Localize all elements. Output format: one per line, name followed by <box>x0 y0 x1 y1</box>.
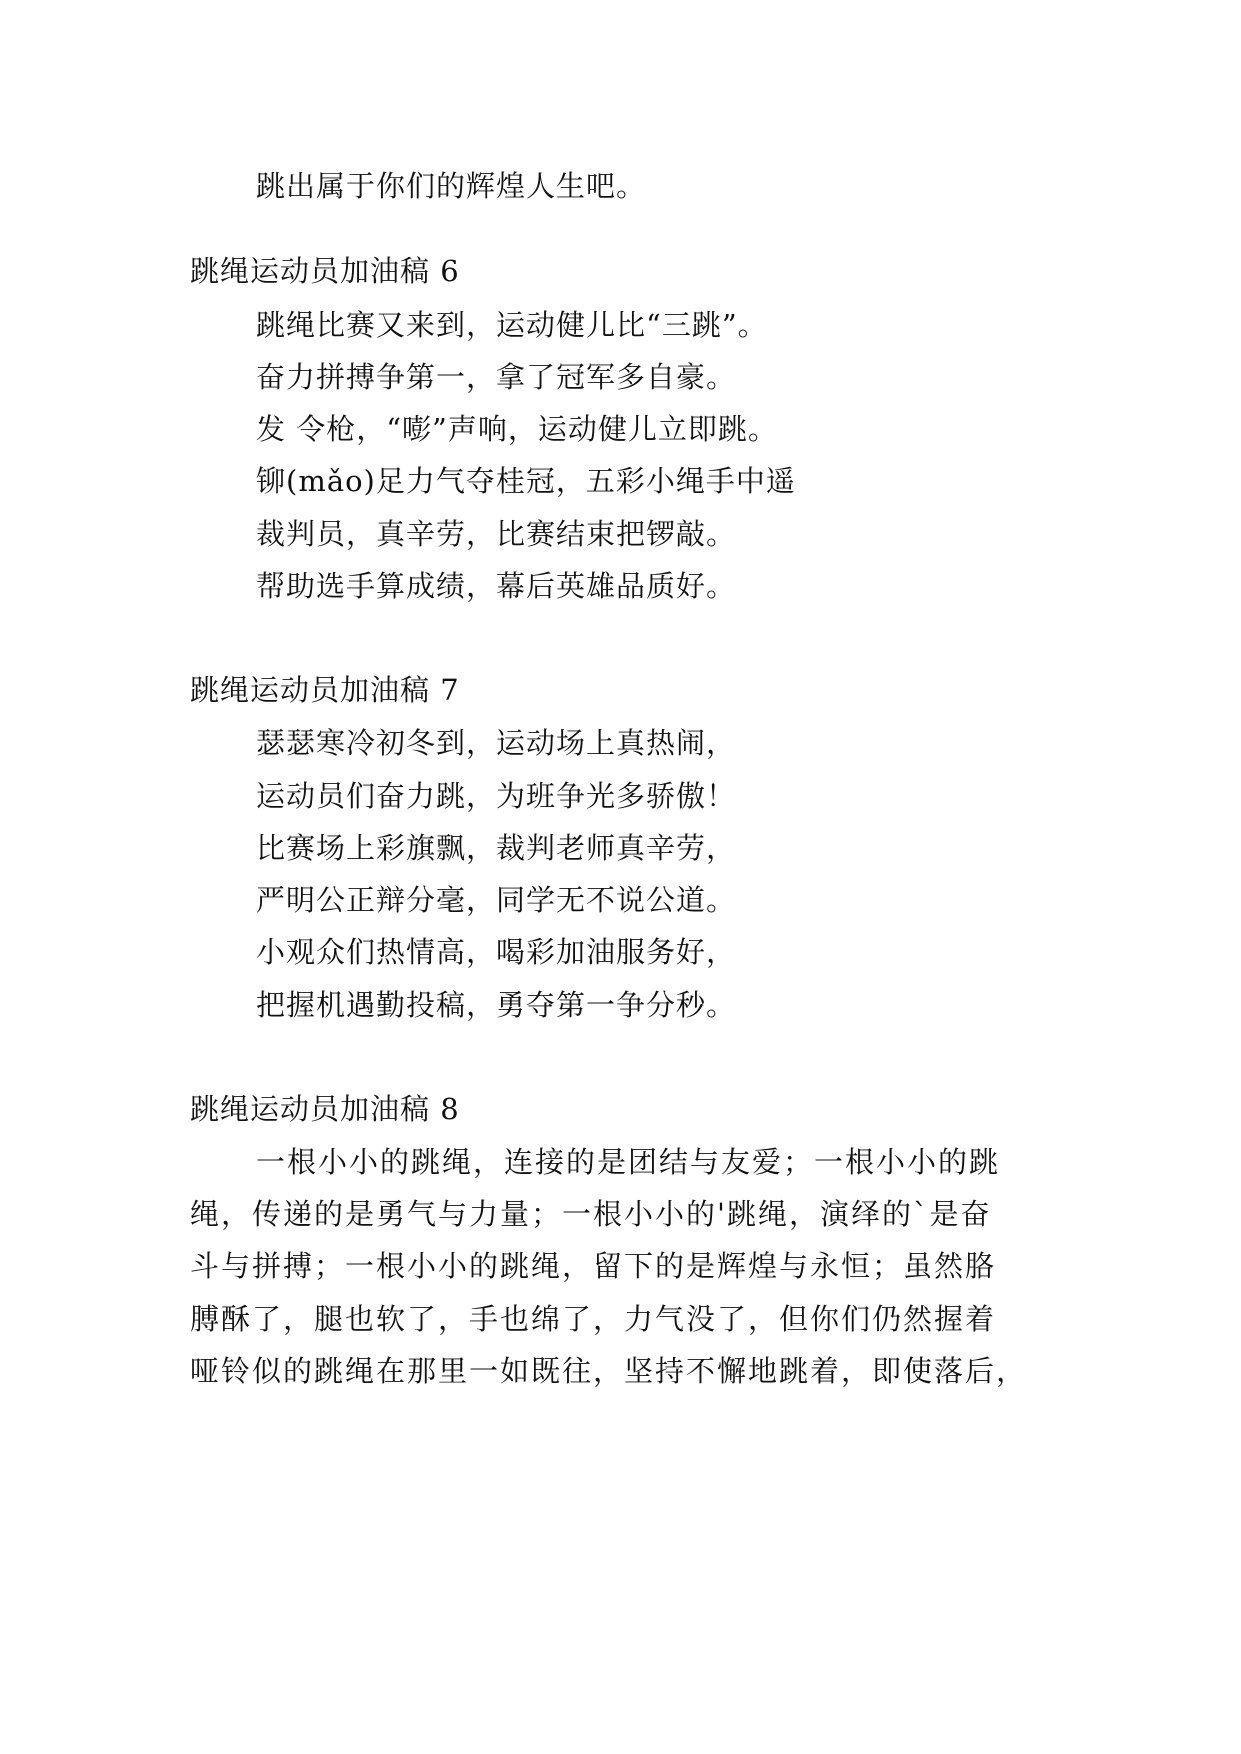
section-8-paragraph-line: 哑铃似的跳绳在那里一如既往，坚持不懈地跳着，即使落后， <box>190 1354 1028 1388</box>
section-8-paragraph-line: 绳，传递的是勇气与力量；一根小小的'跳绳，演绎的`是奋 <box>190 1197 992 1231</box>
section-7-line: 瑟瑟寒冷初冬到，运动场上真热闹， <box>256 726 737 760</box>
section-6-line: 奋力拼搏争第一，拿了冠军多自豪。 <box>256 360 737 394</box>
section-6-title: 跳绳运动员加油稿 6 <box>190 254 460 288</box>
section-8-paragraph-line: 斗与拼搏；一根小小的跳绳，留下的是辉煌与永恒；虽然胳 <box>190 1249 997 1283</box>
section-7-title: 跳绳运动员加油稿 7 <box>190 673 460 707</box>
section-7-line: 把握机遇勤投稿，勇夺第一争分秒。 <box>256 988 737 1022</box>
section-6-line: 跳绳比赛又来到，运动健儿比“三跳”。 <box>256 308 768 342</box>
section-6-line: 裁判员，真辛劳，比赛结束把锣敲。 <box>256 517 737 551</box>
section-8-title: 跳绳运动员加油稿 8 <box>190 1092 460 1126</box>
section-6-line: 铆(mǎo)足力气夺桂冠，五彩小绳手中遥 <box>256 464 796 498</box>
intro-line: 跳出属于你们的辉煌人生吧。 <box>256 169 647 203</box>
section-8-paragraph-line: 一根小小的跳绳，连接的是团结与友爱；一根小小的跳 <box>256 1145 1001 1179</box>
section-6-line: 帮助选手算成绩，幕后英雄品质好。 <box>256 569 737 603</box>
section-7-line: 运动员们奋力跳，为班争光多骄傲！ <box>256 779 737 813</box>
section-6-line: 发 令枪，“嘭”声响，运动健儿立即跳。 <box>256 412 778 446</box>
section-8-paragraph-line: 膊酥了，腿也软了，手也绵了，力气没了，但你们仍然握着 <box>190 1302 997 1336</box>
section-7-line: 比赛场上彩旗飘，裁判老师真辛劳， <box>256 831 737 865</box>
section-7-line: 小观众们热情高，喝彩加油服务好， <box>256 935 737 969</box>
section-7-line: 严明公正辩分毫，同学无不说公道。 <box>256 883 737 917</box>
